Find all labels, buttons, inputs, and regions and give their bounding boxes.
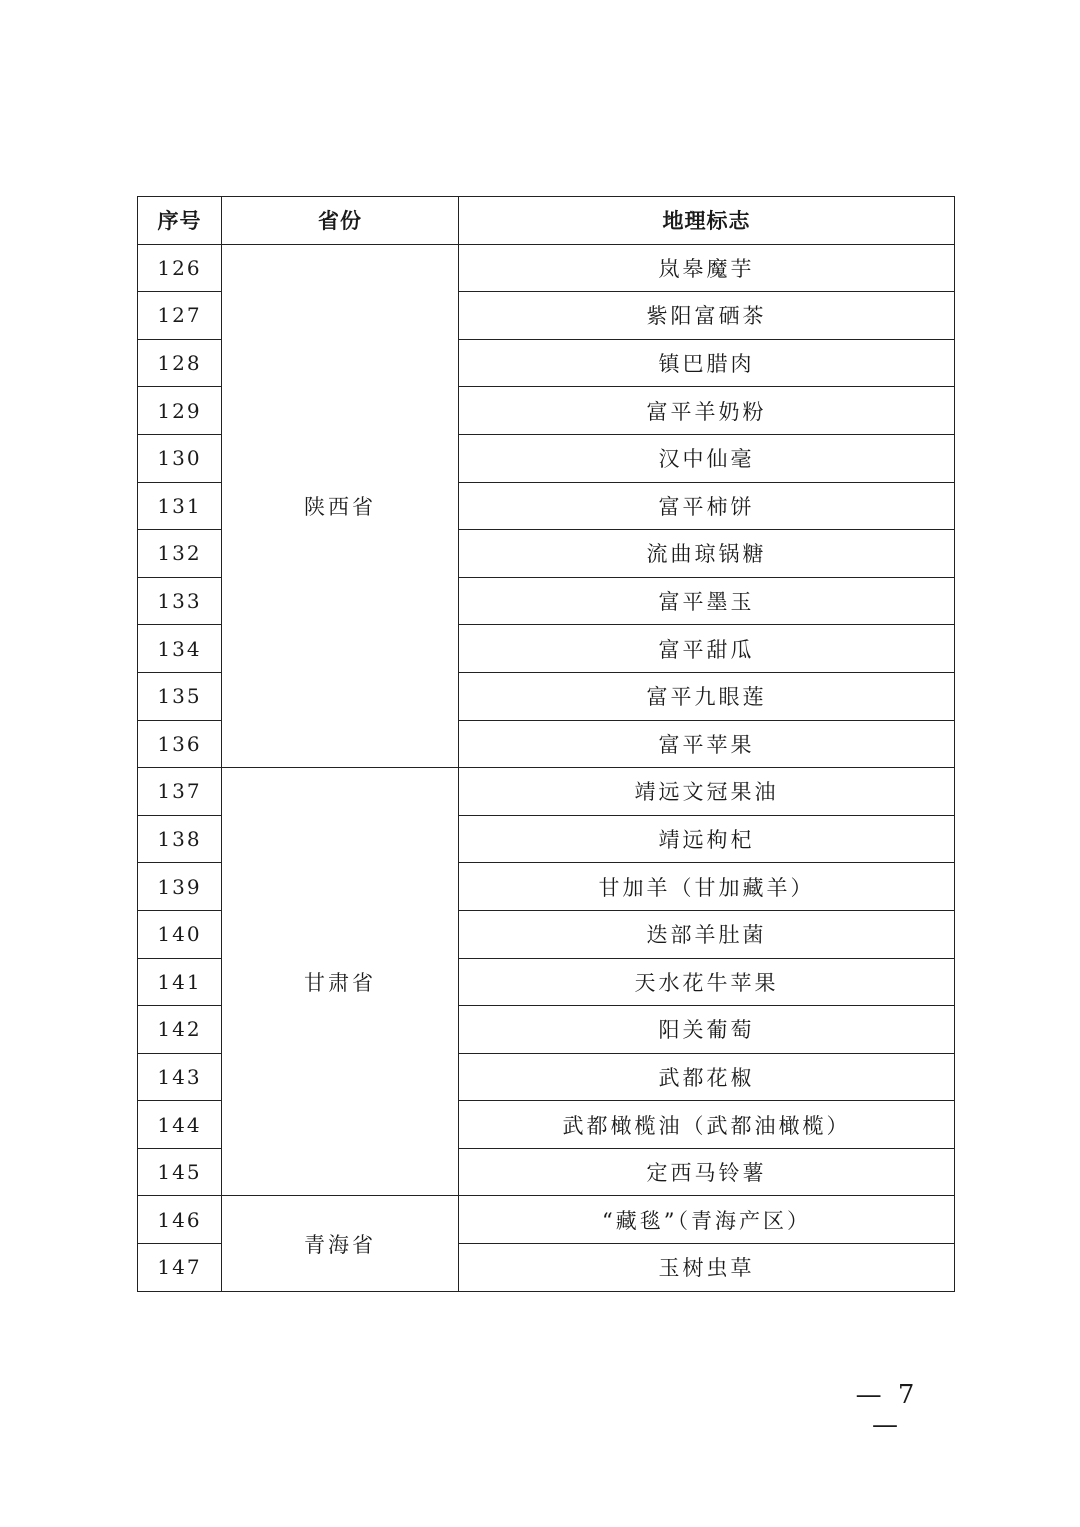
geo-indication-cell: 富平柿饼 [459, 482, 955, 530]
seq-cell: 131 [138, 482, 222, 530]
province-cell: 青海省 [222, 1196, 459, 1291]
geo-indication-cell: 流曲琼锅糖 [459, 530, 955, 578]
seq-cell: 135 [138, 672, 222, 720]
geo-indication-cell: 定西马铃薯 [459, 1148, 955, 1196]
table-row [138, 244, 955, 292]
geo-indication-cell: 甘加羊（甘加藏羊） [459, 863, 955, 911]
province-cell: 甘肃省 [222, 768, 459, 1196]
page-number: — 7 — [855, 1380, 919, 1440]
seq-cell: 127 [138, 292, 222, 340]
seq-cell: 139 [138, 863, 222, 911]
seq-cell: 132 [138, 530, 222, 578]
seq-cell: 137 [138, 768, 222, 816]
seq-cell: 147 [138, 1244, 222, 1292]
seq-cell: 141 [138, 958, 222, 1006]
seq-cell: 136 [138, 720, 222, 768]
seq-cell: 134 [138, 625, 222, 673]
seq-cell: 133 [138, 577, 222, 625]
geo-indication-cell: 靖远文冠果油 [459, 768, 955, 816]
table-row [138, 1196, 955, 1244]
seq-cell: 144 [138, 1101, 222, 1149]
geo-indication-cell: 武都橄榄油（武都油橄榄） [459, 1101, 955, 1149]
seq-cell: 138 [138, 815, 222, 863]
header-province: 省份 [222, 197, 459, 245]
seq-cell: 145 [138, 1148, 222, 1196]
geo-indication-cell: 紫阳富硒茶 [459, 292, 955, 340]
seq-cell: 129 [138, 387, 222, 435]
province-cell: 陕西省 [222, 244, 459, 768]
geo-indication-cell: 富平墨玉 [459, 577, 955, 625]
geo-indication-cell: 富平甜瓜 [459, 625, 955, 673]
geo-indication-cell: 迭部羊肚菌 [459, 910, 955, 958]
geo-indication-table [137, 196, 955, 1292]
geo-indication-cell: 镇巴腊肉 [459, 339, 955, 387]
geo-indication-cell: 富平苹果 [459, 720, 955, 768]
geo-indication-cell: “藏毯”（青海产区） [459, 1196, 955, 1244]
seq-cell: 130 [138, 434, 222, 482]
table-row [138, 768, 955, 816]
geo-indication-cell: 阳关葡萄 [459, 1006, 955, 1054]
geo-indication-cell: 玉树虫草 [459, 1244, 955, 1292]
geo-indication-cell: 天水花牛苹果 [459, 958, 955, 1006]
header-seq: 序号 [138, 197, 222, 245]
geo-indication-cell: 武都花椒 [459, 1053, 955, 1101]
seq-cell: 140 [138, 910, 222, 958]
geo-indication-cell: 富平九眼莲 [459, 672, 955, 720]
geo-indication-cell: 汉中仙毫 [459, 434, 955, 482]
seq-cell: 146 [138, 1196, 222, 1244]
seq-cell: 142 [138, 1006, 222, 1054]
seq-cell: 143 [138, 1053, 222, 1101]
seq-cell: 128 [138, 339, 222, 387]
table-body [138, 244, 955, 1291]
geo-indication-cell: 富平羊奶粉 [459, 387, 955, 435]
geo-indication-cell: 岚皋魔芋 [459, 244, 955, 292]
geo-indication-cell: 靖远枸杞 [459, 815, 955, 863]
header-geo-indication: 地理标志 [459, 197, 955, 245]
seq-cell: 126 [138, 244, 222, 292]
header-row [138, 197, 955, 245]
